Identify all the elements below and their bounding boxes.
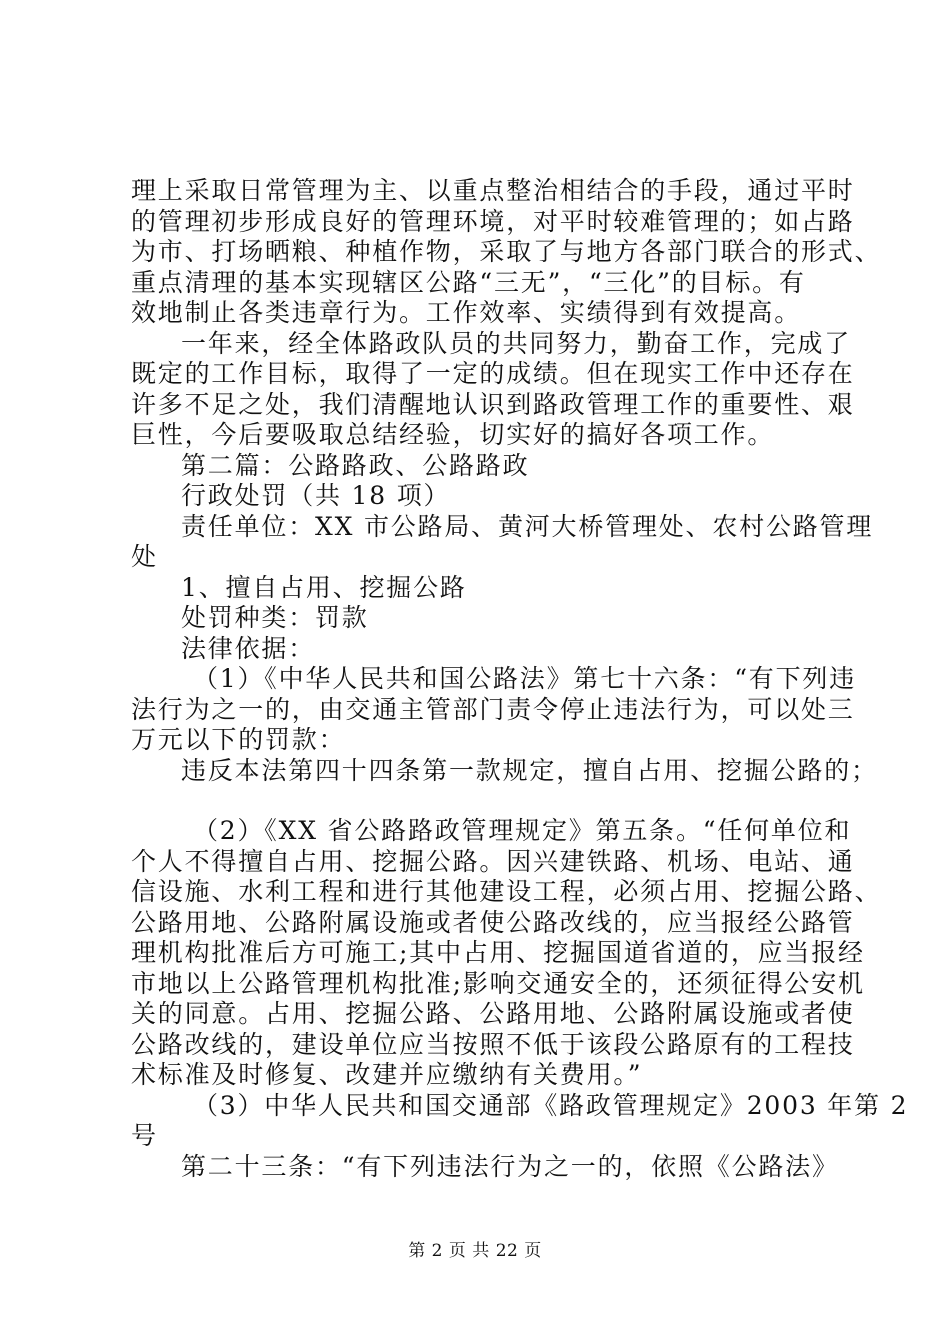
text-line: 万元以下的罚款： — [131, 725, 346, 754]
item-title: 1、擅自占用、挖掘公路 — [181, 572, 467, 602]
text-line: 公路改线的，建设单位应当按照不低于该段公路原有的工程技 — [131, 1029, 855, 1059]
text-line: 第二十三条：“有下列违法行为之一的，依照《公路法》 — [181, 1151, 839, 1181]
text-line: 个人不得擅自占用、挖掘公路。因兴建铁路、机场、电站、通 — [131, 846, 855, 876]
clause-line: （3）中华人民共和国交通部《路政管理规定》2003 年第 2 — [193, 1090, 909, 1120]
text-line: 效地制止各类违章行为。工作效率、实绩得到有效提高。 — [131, 298, 802, 327]
text-line: 法行为之一的，由交通主管部门责令停止违法行为，可以处三 — [131, 694, 855, 724]
text-line: 公路用地、公路附属设施或者使公路改线的，应当报经公路管 — [131, 907, 855, 937]
text-line: 信设施、水利工程和进行其他建设工程，必须占用、挖掘公路、 — [131, 877, 882, 906]
subheading-line: 行政处罚（共 18 项） — [181, 481, 451, 510]
paragraph-start-line: 一年来，经全体路政队员的共同努力，勤奋工作，完成了 — [181, 328, 852, 358]
blank-gap — [131, 786, 831, 816]
text-line: 术标准及时修复、改建并应缴纳有关费用。” — [131, 1060, 643, 1089]
responsible-unit-line: 责任单位：XX 市公路局、黄河大桥管理处、农村公路管理 — [181, 511, 874, 541]
text-line: 违反本法第四十四条第一款规定，擅自占用、挖掘公路的； — [181, 755, 878, 785]
text-line: 市地以上公路管理机构批准;影响交通安全的，还须征得公安机 — [131, 968, 865, 998]
section-heading: 第二篇：公路路政、公路路政 — [181, 450, 530, 480]
clause-line: （2）《XX 省公路路政管理规定》第五条。“任何单位和 — [193, 816, 852, 845]
legal-basis-label: 法律依据： — [181, 633, 316, 663]
text-line: 理机构批准后方可施工;其中占用、挖掘国道省道的，应当报经 — [131, 938, 865, 967]
text-line: 关的同意。占用、挖掘公路、公路用地、公路附属设施或者使 — [131, 999, 855, 1028]
penalty-type-line: 处罚种类：罚款 — [181, 603, 369, 632]
text-line: 理上采取日常管理为主、以重点整治相结合的手段，通过平时 — [131, 176, 855, 205]
text-line: 的管理初步形成良好的管理环境，对平时较难管理的；如占路 — [131, 206, 855, 236]
text-line: 重点清理的基本实现辖区公路“三无”，“三化”的目标。有 — [131, 267, 806, 297]
document-body — [131, 176, 909, 1182]
text-line: 巨性，今后要吸取总结经验，切实好的搞好各项工作。 — [131, 420, 775, 449]
page-footer: 第 2 页 共 22 页 — [408, 1241, 542, 1261]
text-line: 为市、打场晒粮、种植作物，采取了与地方各部门联合的形式、 — [131, 237, 882, 266]
clause-line: （1）《中华人民共和国公路法》第七十六条：“有下列违 — [193, 664, 856, 693]
text-line: 许多不足之处，我们清醒地认识到路政管理工作的重要性、艰 — [131, 389, 855, 419]
text-line: 处 — [131, 542, 158, 571]
text-line: 既定的工作目标，取得了一定的成绩。但在现实工作中还存在 — [131, 359, 855, 388]
text-line: 号 — [131, 1121, 158, 1150]
